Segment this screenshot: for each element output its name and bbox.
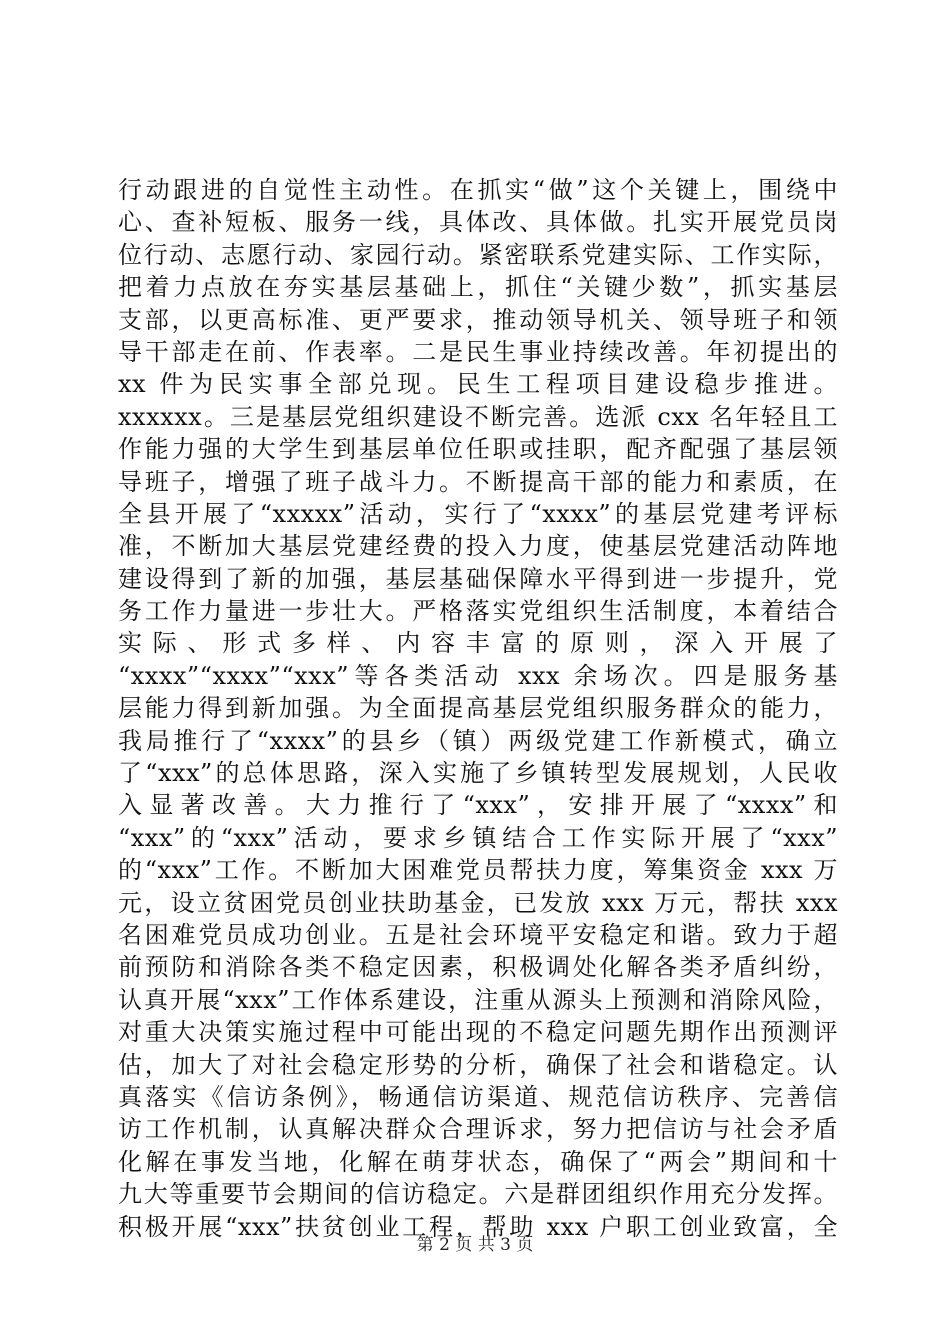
text-line: 估，加大了对社会稳定形势的分析，确保了社会和谐稳定。认 [118, 1050, 838, 1079]
text-line: 实际、形式多样、内容丰富的原则，深入开展了 [118, 629, 838, 658]
body-text [118, 174, 838, 1243]
text-line: 真落实《信访条例》，畅通信访渠道、规范信访秩序、完善信 [118, 1082, 838, 1111]
text-line: 心、查补短板、服务一线，具体改、具体做。扎实开展党员岗 [118, 208, 838, 237]
text-line: 入显著改善。大力推行了“xxx”，安排开展了“xxxx”和 [118, 791, 838, 820]
text-line: xxxxxx。三是基层党组织建设不断完善。选派 cxx 名年轻且工 [118, 402, 838, 431]
text-line: 积极开展“xxx”扶贫创业工程，帮助 xxx 户职工创业致富，全 [118, 1212, 838, 1241]
text-line: 支部，以更高标准、更严要求，推动领导机关、领导班子和领 [118, 305, 838, 334]
text-line: 的“xxx”工作。不断加大困难党员帮扶力度，筹集资金 xxx 万 [118, 856, 838, 885]
text-line: 九大等重要节会期间的信访稳定。六是群团组织作用充分发挥。 [118, 1180, 838, 1209]
text-line: 名困难党员成功创业。五是社会环境平安稳定和谐。致力于超 [118, 920, 838, 949]
text-line: 我局推行了“xxxx”的县乡（镇）两级党建工作新模式，确立 [118, 726, 838, 755]
text-line: 把着力点放在夯实基层基础上，抓住“关键少数”，抓实基层 [118, 273, 838, 302]
text-line: 层能力得到新加强。为全面提高基层党组织服务群众的能力， [118, 694, 838, 723]
text-line: 作能力强的大学生到基层单位任职或挂职，配齐配强了基层领 [118, 435, 838, 464]
text-line: 导班子，增强了班子战斗力。不断提高干部的能力和素质，在 [118, 467, 838, 496]
text-line: 对重大决策实施过程中可能出现的不稳定问题先期作出预测评 [118, 1018, 838, 1047]
text-line: “xxx”的“xxx”活动，要求乡镇结合工作实际开展了“xxx” [118, 823, 838, 852]
text-line: 元，设立贫困党员创业扶助基金，已发放 xxx 万元，帮扶 xxx [118, 888, 838, 917]
text-line: 认真开展“xxx”工作体系建设，注重从源头上预测和消除风险， [118, 985, 838, 1014]
text-line: 访工作机制，认真解决群众合理诉求，努力把信访与社会矛盾 [118, 1115, 838, 1144]
text-line: 务工作力量进一步壮大。严格落实党组织生活制度，本着结合 [118, 597, 838, 626]
text-line: 建设得到了新的加强，基层基础保障水平得到进一步提升，党 [118, 564, 838, 593]
text-line: 准，不断加大基层党建经费的投入力度，使基层党建活动阵地 [118, 532, 838, 561]
text-line: 化解在事发当地，化解在萌芽状态，确保了“两会”期间和十 [118, 1147, 838, 1176]
text-line: 前预防和消除各类不稳定因素，积极调处化解各类矛盾纠纷， [118, 953, 838, 982]
text-line: 全县开展了“xxxxx”活动，实行了“xxxx”的基层党建考评标 [118, 499, 838, 528]
text-line: 行动跟进的自觉性主动性。在抓实“做”这个关键上，围绕中 [118, 176, 838, 204]
text-line: xx 件为民实事全部兑现。民生工程项目建设稳步推进。 [118, 370, 838, 399]
text-line: 位行动、志愿行动、家园行动。紧密联系党建实际、工作实际， [118, 240, 838, 269]
page-footer: 第 2 页 共 3 页 [416, 1235, 534, 1255]
text-line: 了“xxx”的总体思路，深入实施了乡镇转型发展规划，人民收 [118, 759, 838, 788]
text-line: 导干部走在前、作表率。二是民生事业持续改善。年初提出的 [118, 337, 838, 366]
text-line: “xxxx”“xxxx”“xxx”等各类活动 xxx 余场次。四是服务基 [118, 661, 838, 690]
